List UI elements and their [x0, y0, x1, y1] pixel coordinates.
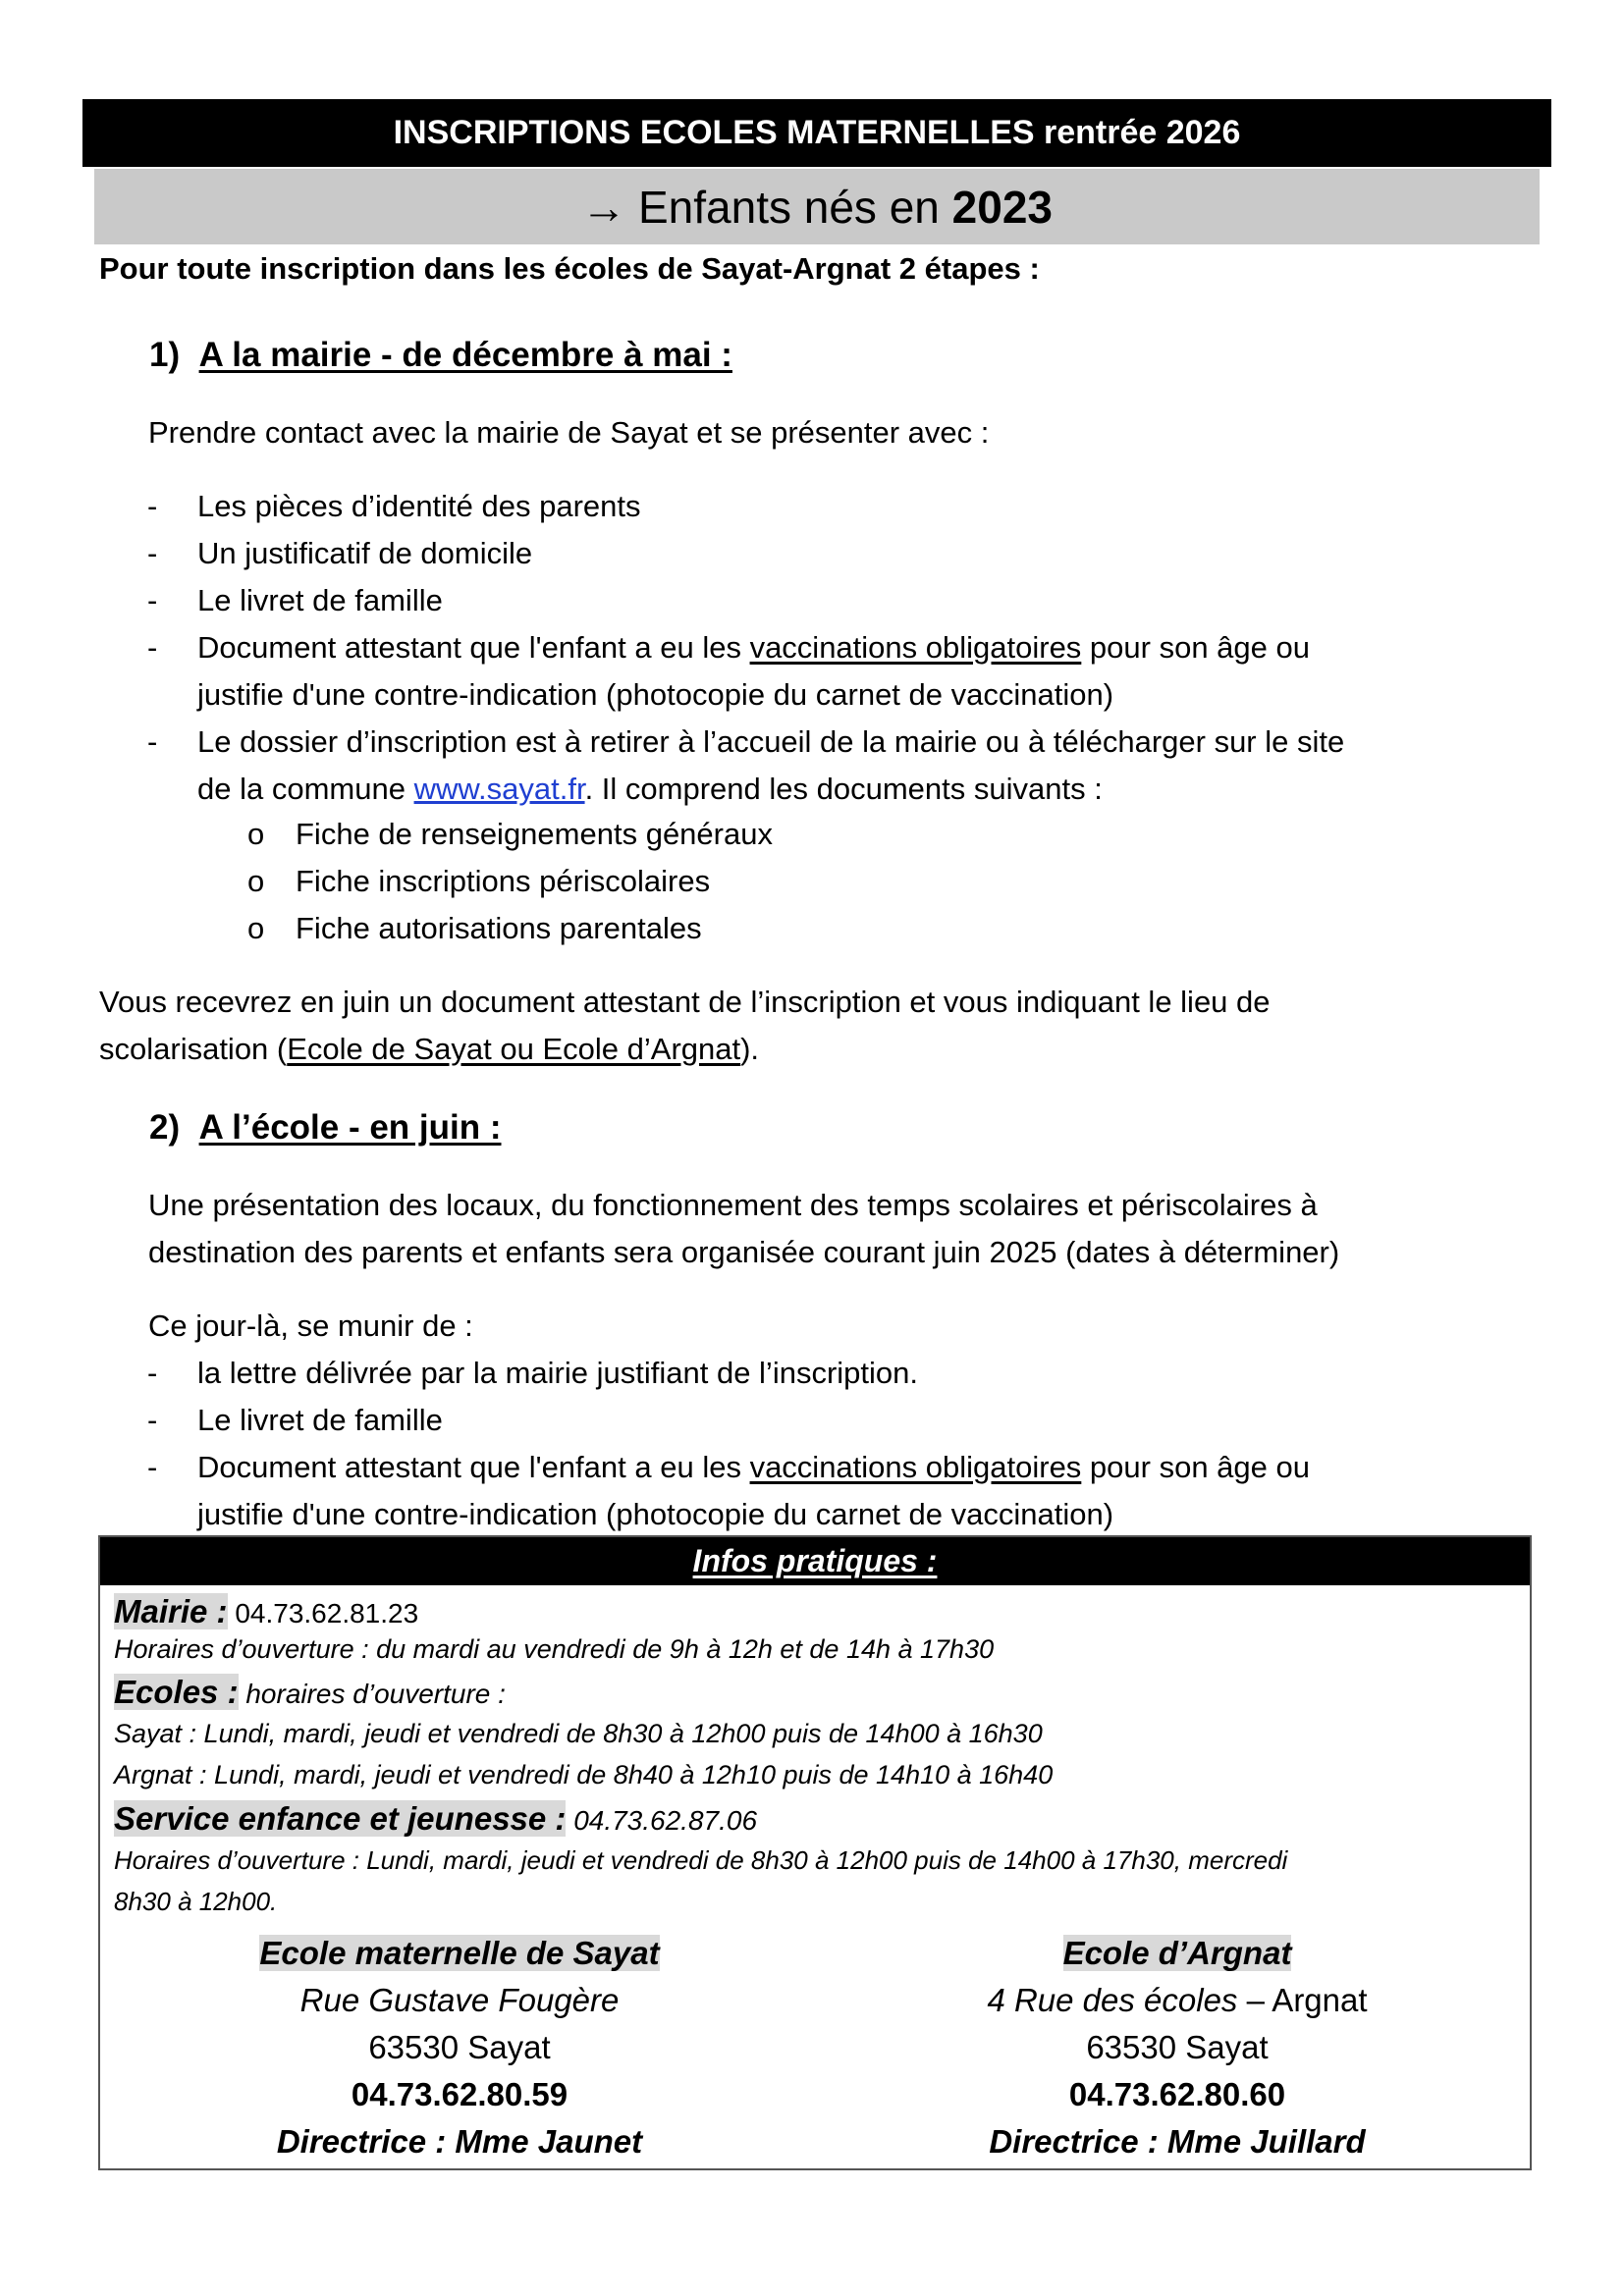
step2-paragraph: Une présentation des locaux, du fonctionnement des temps scolaires et périscolaires à — [148, 1188, 1318, 1222]
ecoles-line — [114, 1671, 506, 1714]
sub-list-item — [0, 907, 1624, 950]
sayat-hours: Sayat : Lundi, mardi, jeudi et vendredi de 8h30 à 12h00 puis de 14h00 à 16h30 — [114, 1719, 1043, 1748]
text-step2-number: 2) — [149, 1108, 181, 1147]
dash-bullet-icon: - — [147, 630, 158, 665]
text-step2-vacc-post: pour son âge ou — [1081, 1450, 1310, 1484]
text-infos-mairie-label: Mairie : — [114, 1593, 228, 1629]
service-line — [114, 1797, 757, 1841]
text-infos-service-label: Service enfance et jeunesse : — [114, 1800, 567, 1837]
list-item-continuation: justifie d'une contre-indication (photocopie du carnet de vaccination) — [197, 1497, 1114, 1531]
text-infos-schools-0-city: 63530 Sayat — [368, 2029, 551, 2065]
argnat-hours: Argnat : Lundi, mardi, jeudi et vendredi de 8h40 à 12h10 puis de 14h10 à 16h40 — [114, 1760, 1054, 1789]
circle-bullet-icon: o — [247, 864, 265, 898]
dash-bullet-icon: - — [147, 583, 158, 617]
text-step1-vacc-post: pour son âge ou — [1081, 630, 1310, 665]
subtitle-text: Enfants nés en — [637, 181, 940, 233]
list-item — [0, 1399, 1624, 1442]
dash-bullet-icon: - — [147, 1450, 158, 1484]
sub-list-item — [0, 860, 1624, 903]
list-item-continuation — [197, 768, 1103, 811]
text-infos-ecoles-label: Ecoles : — [114, 1674, 239, 1710]
step2-lead: Ce jour-là, se munir de : — [148, 1308, 473, 1343]
title-text: INSCRIPTIONS ECOLES MATERNELLES rentrée 2026 — [393, 114, 1241, 151]
step-number: 1) — [149, 336, 181, 374]
text-step1-dossier-pre: de la commune — [197, 772, 414, 806]
infos-pratiques-box — [98, 1535, 1532, 2170]
mairie-hours: Horaires d’ouverture : du mardi au vendredi de 9h à 12h et de 14h à 17h30 — [114, 1634, 995, 1664]
dash-bullet-icon: - — [147, 536, 158, 570]
step2-paragraph-2: destination des parents et enfants sera organisée courant juin 2025 (dates à déterminer) — [148, 1235, 1340, 1269]
text-infos-schools-1-city: 63530 Sayat — [1086, 2029, 1269, 2065]
text-step1-dossier-line1: Le dossier d’inscription est à retirer à l’accueil de la mairie ou à télécharger sur le site — [197, 724, 1345, 759]
list-item — [0, 532, 1624, 575]
text-step1-result-post: ). — [740, 1032, 760, 1066]
intro-text: Pour toute inscription dans les écoles de Sayat-Argnat 2 étapes : — [99, 251, 1040, 286]
text-infos-schools-0-name: Ecole maternelle de Sayat — [259, 1935, 660, 1971]
text-step1-items-0: Les pièces d’identité des parents — [197, 489, 641, 523]
step1-heading — [149, 334, 732, 377]
step-heading-text: A la mairie - de décembre à mai : — [198, 336, 732, 374]
text-step1-items-2: Le livret de famille — [197, 583, 443, 617]
text-step2-items-1: Le livret de famille — [197, 1403, 443, 1437]
text-infos-service-phone: 04.73.62.87.06 — [573, 1805, 758, 1836]
step2-heading — [149, 1106, 502, 1149]
document-title — [82, 99, 1551, 167]
text-infos-title: Infos pratiques : — [692, 1543, 938, 1578]
result-text-2 — [99, 1028, 759, 1071]
subtitle-year: 2023 — [951, 181, 1053, 233]
text-infos-schools-1-director: Directrice : Mme Juillard — [989, 2123, 1366, 2160]
text-step2-heading: A l’école - en juin : — [198, 1108, 502, 1147]
list-item — [0, 1352, 1624, 1395]
list-item — [0, 485, 1624, 528]
sayat-website-link[interactable]: www.sayat.fr — [413, 772, 585, 806]
text-infos-schools-0-street: Rue Gustave Fougère — [299, 1982, 620, 2018]
text-step1-subitems-2: Fiche autorisations parentales — [296, 911, 702, 945]
sub-list-item — [0, 813, 1624, 856]
dash-bullet-icon: - — [147, 1403, 158, 1437]
text-step2-items-0: la lettre délivrée par la mairie justifiant de l’inscription. — [197, 1356, 918, 1390]
step1-lead: Prendre contact avec la mairie de Sayat et se présenter avec : — [148, 415, 990, 450]
text-step1-vacc-pre: Document attestant que l'enfant a eu les — [197, 630, 750, 665]
text-step1-result-pre: scolarisation ( — [99, 1032, 288, 1066]
text-step2-vacc-pre: Document attestant que l'enfant a eu les — [197, 1450, 750, 1484]
school-sayat — [165, 1930, 754, 2165]
list-item — [0, 1446, 1624, 1489]
school-argnat — [883, 1930, 1472, 2165]
text-infos-schools-1-name: Ecole d’Argnat — [1062, 1935, 1292, 1971]
service-hours: Horaires d’ouverture : Lundi, mardi, jeudi et vendredi de 8h30 à 12h00 puis de 14h00 à 17h30, mercredi — [114, 1845, 1288, 1875]
text-infos-schools-1-phone: 04.73.62.80.60 — [1068, 2076, 1286, 2112]
text-step1-items-1: Un justificatif de domicile — [197, 536, 533, 570]
list-item — [0, 626, 1624, 669]
circle-bullet-icon: o — [247, 817, 265, 851]
infos-header — [100, 1537, 1530, 1585]
circle-bullet-icon: o — [247, 911, 265, 945]
text-step1-result-u: Ecole de Sayat ou Ecole d’Argnat — [287, 1032, 741, 1066]
text-step1-dossier-post: . Il comprend les documents suivants : — [584, 772, 1103, 806]
dash-bullet-icon: - — [147, 1356, 158, 1390]
result-text: Vous recevrez en juin un document attestant de l’inscription et vous indiquant le lieu de — [99, 985, 1271, 1019]
dash-bullet-icon: - — [147, 724, 158, 759]
text-infos-schools-1-street: 4 Rue des écoles — [987, 1982, 1238, 2018]
dash-bullet-icon: - — [147, 489, 158, 523]
list-item — [0, 579, 1624, 622]
text-infos-ecoles-sub: horaires d’ouverture : — [245, 1679, 506, 1709]
service-hours-2: 8h30 à 12h00. — [114, 1887, 278, 1916]
arrow-icon: → — [580, 181, 626, 233]
subtitle-band — [94, 169, 1540, 244]
text-step1-subitems-0: Fiche de renseignements généraux — [296, 817, 773, 851]
text-infos-mairie-phone: 04.73.62.81.23 — [235, 1598, 419, 1629]
list-item — [0, 721, 1624, 764]
vaccinations-text: vaccinations obligatoires — [749, 630, 1082, 665]
text-infos-schools-0-phone: 04.73.62.80.59 — [351, 2076, 568, 2112]
text-step2-vacc-link: vaccinations obligatoires — [749, 1450, 1082, 1484]
text-infos-schools-1-street-suffix: – Argnat — [1237, 1982, 1368, 2018]
list-item-continuation: justifie d'une contre-indication (photocopie du carnet de vaccination) — [197, 677, 1114, 712]
text-step1-subitems-1: Fiche inscriptions périscolaires — [296, 864, 711, 898]
text-infos-schools-0-director: Directrice : Mme Jaunet — [276, 2123, 643, 2160]
